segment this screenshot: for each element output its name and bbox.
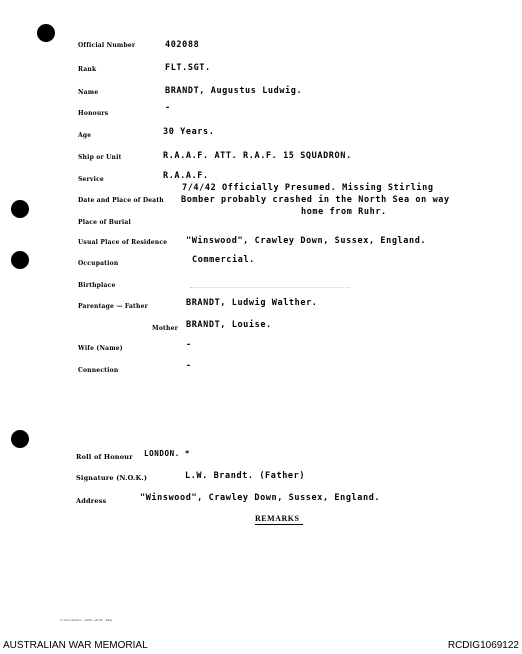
honours-label: Honours: [78, 110, 109, 117]
signature-label: Signature (N.O.K.): [76, 474, 148, 482]
occupation-label: Occupation: [78, 260, 119, 267]
printer-note: C.W.G. Printer—1939—20 M—May: [60, 618, 113, 622]
death-line-3: home from Ruhr.: [301, 207, 387, 217]
age-label: Age: [78, 132, 92, 139]
punch-hole: [11, 251, 29, 269]
connection-value: -: [186, 361, 192, 371]
punch-hole: [11, 200, 29, 218]
official-number-value: 402088: [165, 40, 200, 50]
address-label: Address: [76, 497, 107, 505]
official-number-label: Official Number: [78, 42, 136, 49]
mother-label: Mother: [152, 325, 178, 332]
roll-of-honour-value: LONDON. *: [144, 449, 191, 458]
ship-unit-label: Ship or Unit: [78, 154, 122, 161]
death-line-1: 7/4/42 Officially Presumed. Missing Stirling: [182, 183, 434, 193]
name-label: Name: [78, 89, 99, 96]
connection-label: Connection: [78, 367, 119, 374]
age-value: 30 Years.: [163, 127, 215, 137]
punch-hole: [37, 24, 55, 42]
remarks-underline: [255, 524, 303, 525]
address-value: "Winswood", Crawley Down, Sussex, England.: [140, 493, 381, 503]
birthplace-dotted-line: [190, 287, 350, 288]
residence-label: Usual Place of Residence: [78, 239, 168, 246]
punch-hole: [11, 430, 29, 448]
birthplace-label: Birthplace: [78, 282, 116, 289]
father-value: BRANDT, Ludwig Walther.: [186, 298, 318, 308]
service-value: R.A.A.F.: [163, 171, 209, 181]
burial-label: Place of Burial: [78, 219, 131, 226]
residence-value: "Winswood", Crawley Down, Sussex, England.: [186, 236, 427, 246]
death-line-2: Bomber probably crashed in the North Sea on way: [181, 195, 450, 205]
name-value: BRANDT, Augustus Ludwig.: [165, 86, 303, 96]
wife-value: -: [186, 340, 192, 350]
remarks-heading: REMARKS: [255, 514, 300, 523]
signature-value: L.W. Brandt. (Father): [185, 471, 306, 481]
rank-label: Rank: [78, 66, 97, 73]
honours-value: -: [165, 103, 171, 113]
roll-of-honour-label: Roll of Honour: [76, 453, 133, 461]
occupation-value: Commercial.: [192, 255, 255, 265]
death-label: Date and Place of Death: [78, 197, 164, 204]
father-label: Parentage — Father: [78, 303, 148, 310]
footer-right: RCDIG1069122: [447, 640, 519, 651]
ship-unit-value: R.A.A.F. ATT. R.A.F. 15 SQUADRON.: [163, 151, 352, 161]
service-label: Service: [78, 176, 104, 183]
wife-label: Wife (Name): [78, 345, 123, 352]
rank-value: FLT.SGT.: [165, 63, 211, 73]
mother-value: BRANDT, Louise.: [186, 320, 272, 330]
footer-left: AUSTRALIAN WAR MEMORIAL: [3, 640, 148, 651]
